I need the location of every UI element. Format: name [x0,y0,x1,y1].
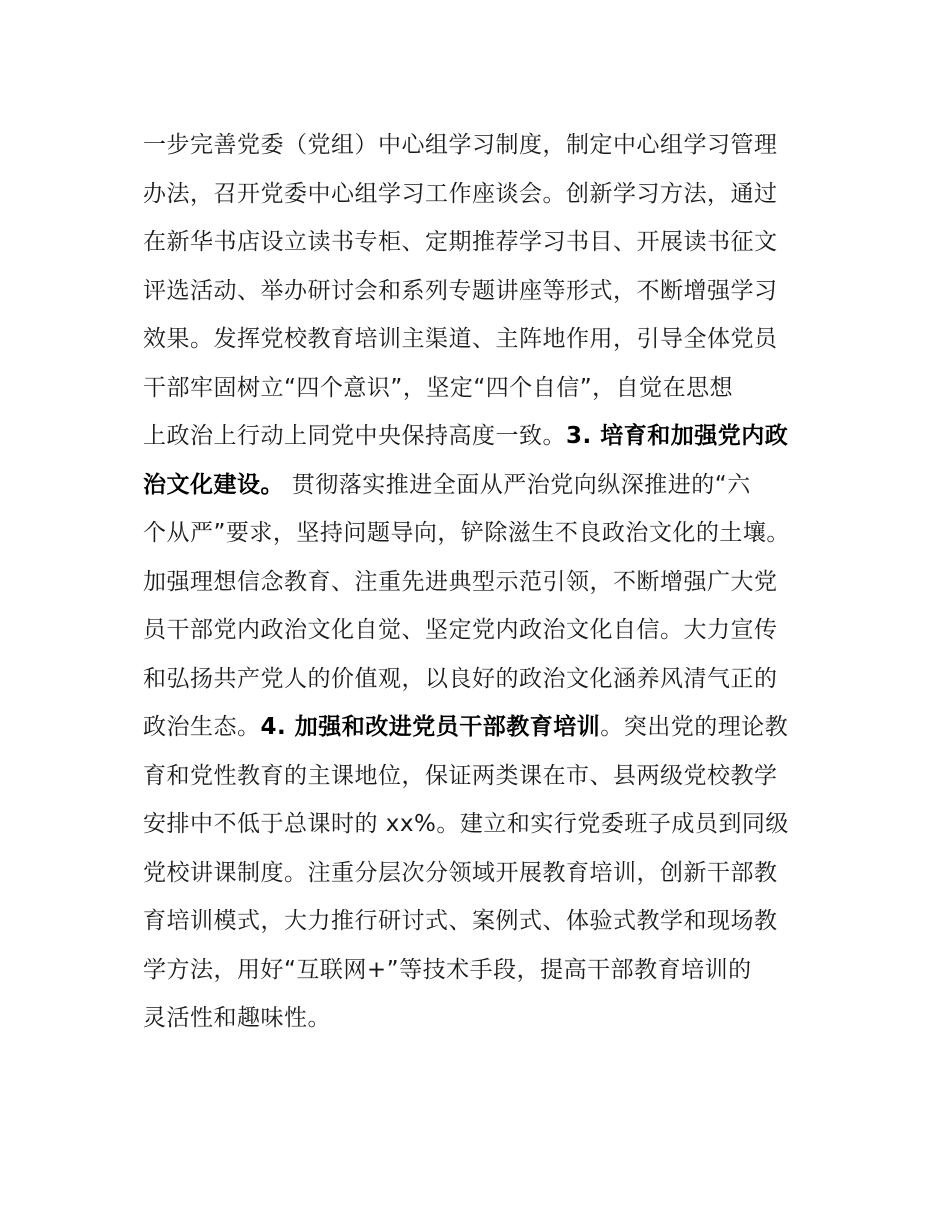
text-line [143,509,843,558]
text-segment: 上政治上行动上同党中央保持高度一致。 [143,423,566,449]
text-line [143,606,843,655]
text-line [143,412,843,461]
section-heading: 治文化建设。 [143,471,284,498]
text-segment: 一步完善党委（党组）中心组学习制度，制定中心组学习管理 [143,132,778,158]
text-line [143,703,843,752]
section-heading: 3. 培育和加强党内政 [566,423,789,449]
text-segment: 办法，召开党委中心组学习工作座谈会。创新学习方法，通过 [143,180,778,207]
text-line [143,849,843,898]
text-line [143,897,843,946]
text-line [143,218,843,267]
text-line [143,461,843,510]
text-line [143,315,843,364]
body-text [143,121,843,1043]
text-line [143,364,843,413]
text-segment: 评选活动、举办研讨会和系列专题讲座等形式，不断增强学习 [143,277,778,304]
text-segment: 党校讲课制度。注重分层次分领域开展教育培训，创新干部教 [143,859,778,886]
text-segment: 政治生态。 [143,714,261,740]
text-line [143,121,843,170]
text-line [143,558,843,607]
text-segment: 灵活性和趣味性。 [143,1005,331,1031]
text-segment: 在新华书店设立读书专柜、定期推荐学习书目、开展读书征文 [143,229,778,255]
text-segment: 育培训模式，大力推行研讨式、案例式、体验式教学和现场教 [143,908,778,934]
text-segment: 安排中不低于总课时的 xx%。建立和实行党委班子成员到同级 [143,811,789,837]
text-segment: 干部牢固树立“四个意识”，坚定“四个自信”，自觉在思想 [143,374,734,401]
text-segment: 个从严”要求，坚持问题导向，铲除滋生不良政治文化的土壤。 [143,520,790,546]
text-line [143,752,843,801]
text-line [143,800,843,849]
text-segment: 贯彻落实推进全面从严治党向纵深推进的“六 [284,471,751,498]
text-line [143,994,843,1043]
text-line [143,946,843,995]
text-segment: 和弘扬共产党人的价值观，以良好的政治文化涵养风清气正的 [143,665,778,692]
text-segment: 员干部党内政治文化自觉、坚定党内政治文化自信。大力宣传 [143,617,778,643]
text-segment: 学方法，用好“互联网+”等技术手段，提高干部教育培训的 [143,956,752,983]
text-segment: 效果。发挥党校教育培训主渠道、主阵地作用，引导全体党员 [143,326,778,352]
text-segment: 育和党性教育的主课地位，保证两类课在市、县两级党校教学 [143,762,778,789]
section-heading: 4. 加强和改进党员干部教育培训 [260,714,601,740]
text-line [143,655,843,704]
text-line [143,267,843,316]
text-segment: 加强理想信念教育、注重先进典型示范引领，不断增强广大党 [143,568,778,595]
text-segment: 。突出党的理论教 [600,714,789,740]
text-line [143,170,843,219]
